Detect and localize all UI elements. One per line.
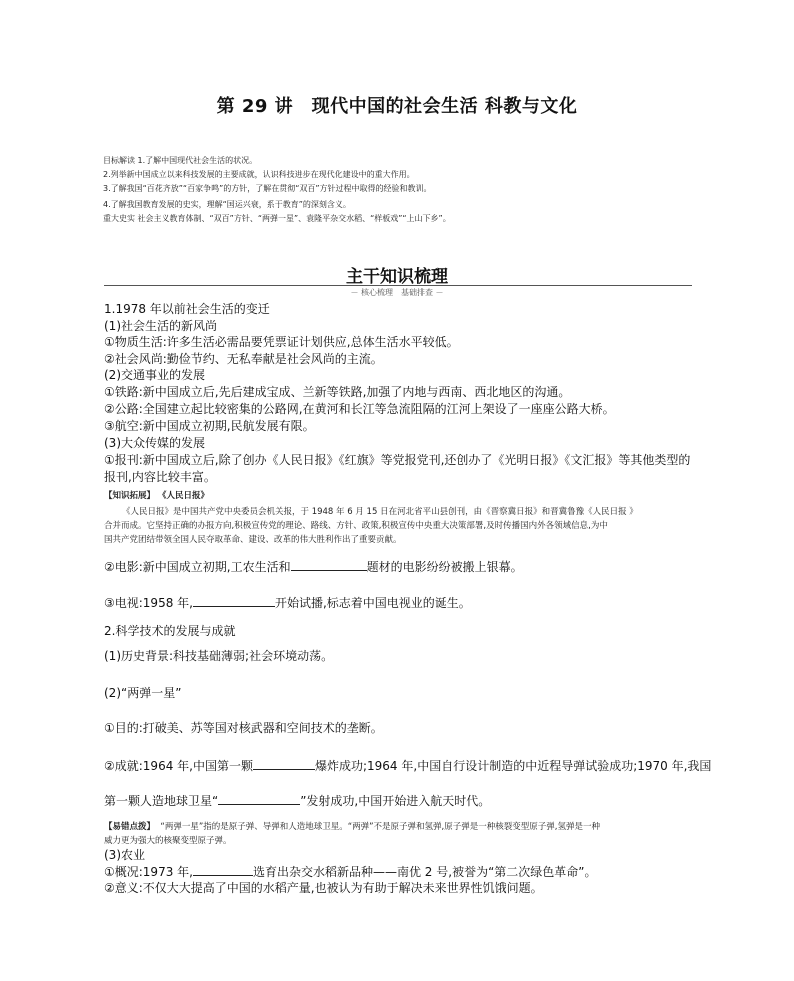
text-line: ②公路:全国建立起比较密集的公路网,在黄河和长江等急流阻隔的江河上架设了一座座公路大桥。 [104, 402, 615, 416]
text-segment: 题材的电影纷纷被搬上银幕。 [366, 560, 523, 574]
note-text: 威力更为强大的核聚变型原子弹。 [104, 836, 232, 846]
subheading-2-3: (3)农业 [104, 848, 145, 862]
section-divider [104, 285, 692, 286]
text-segment: 选育出杂交水稻新品种——南优 2 号,被誉为“第二次绿色革命”。 [252, 865, 597, 879]
section-title: 主干知识梳理 [346, 267, 448, 287]
text-line: ①报刊:新中国成立后,除了创办《人民日报》《红旗》等党报党刊,还创办了《光明日报》《文汇报》等其他类型的 [104, 453, 691, 467]
subheading-1-3: (3)大众传媒的发展 [104, 436, 205, 450]
text-line: ①物质生活:许多生活必需品要凭票证计划供应,总体生活水平较低。 [104, 335, 459, 349]
answer-blank[interactable] [291, 558, 367, 571]
heading-2: 2.科学技术的发展与成就 [104, 624, 236, 638]
text-segment: 开始试播,标志着中国电视业的诞生。 [274, 596, 471, 610]
text-segment: ”发射成功,中国开始进入航天时代。 [300, 794, 491, 808]
heading-1: 1.1978 年以前社会生活的变迁 [104, 302, 270, 316]
section-subtitle: － 核心梳理 基础排查 － [350, 288, 444, 297]
fill-in-line [104, 594, 471, 611]
text-line: ①铁路:新中国成立后,先后建成宝成、兰新等铁路,加强了内地与西南、西北地区的沟通。 [104, 385, 571, 399]
page-title: 第 29 讲 现代中国的社会生活 科教与文化 [216, 96, 578, 117]
goal-line-4: 4.了解我国教育发展的史实，理解“国运兴衰，系于教育”的深刻含义。 [103, 200, 351, 209]
text-segment: ②电影:新中国成立初期,工农生活和 [104, 560, 291, 574]
note-text: 国共产党团结带领全国人民夺取革命、建设、改革的伟大胜利作出了重要贡献。 [104, 535, 402, 545]
note-heading: 【易错点拨】 [104, 822, 156, 832]
text-line: (1)历史背景:科技基础薄弱;社会环境动荡。 [104, 649, 334, 663]
text-line: ①目的:打破美、苏等国对核武器和空间技术的垄断。 [104, 721, 383, 735]
note-line [104, 821, 600, 833]
goal-line-1: 目标解读 1.了解中国现代社会生活的状况。 [103, 156, 258, 165]
text-segment: ②成就:1964 年,中国第一颗 [104, 759, 253, 773]
note-text: “两弹一星”指的是原子弹、导弹和人造地球卫星。“两弹”不是原子弹和氢弹,原子弹是一种核裂变型原子弹,氢弹是一种 [160, 822, 600, 832]
note-heading: 【知识拓展】 《人民日报》 [104, 491, 209, 501]
answer-blank[interactable] [218, 792, 300, 805]
note-text: 《人民日报》是中国共产党中央委员会机关报，于 1948 年 6 月 15 日在河北省平山县创刊，由《晋察冀日报》和晋冀鲁豫《人民日报 》 [122, 507, 638, 517]
key-events-line: 重大史实 社会主义教育体制、“双百”方针、“两弹一星”、袁隆平杂交水稻、“样板戏”“上山下乡”。 [103, 214, 451, 223]
fill-in-line [104, 792, 490, 809]
goal-line-2: 2.列举新中国成立以来科技发展的主要成就，认识科技进步在现代化建设中的重大作用。 [103, 170, 415, 179]
text-line: ②意义:不仅大大提高了中国的水稻产量,也被认为有助于解决未来世界性饥饿问题。 [104, 881, 543, 895]
fill-in-line [104, 863, 597, 880]
fill-in-line [104, 757, 711, 774]
goal-line-3: 3.了解我国“百花齐放”“百家争鸣”的方针，了解在贯彻“双百”方针过程中取得的经验和教训。 [103, 184, 432, 193]
subheading-1-1: (1)社会生活的新风尚 [104, 319, 217, 333]
text-segment: 第一颗人造地球卫星“ [104, 794, 219, 808]
answer-blank[interactable] [193, 594, 275, 607]
note-text: 合并而成。它坚持正确的办报方向,积极宣传党的理论、路线、方针、政策,积极宣传中央重大决策部署,及时传播国内外各领域信息,为中 [104, 521, 608, 531]
text-line: ③航空:新中国成立初期,民航发展有限。 [104, 419, 315, 433]
answer-blank[interactable] [193, 863, 253, 876]
text-line: 报刊,内容比较丰富。 [104, 470, 216, 484]
text-segment: 爆炸成功;1964 年,中国自行设计制造的中近程导弹试验成功;1970 年,我国 [314, 759, 712, 773]
fill-in-line [104, 558, 523, 575]
answer-blank[interactable] [253, 757, 315, 770]
subheading-2-2: (2)“两弹一星” [104, 686, 182, 700]
text-line: ②社会风尚:勤俭节约、无私奉献是社会风尚的主流。 [104, 352, 383, 366]
text-segment: ①概况:1973 年, [104, 865, 193, 879]
text-segment: ③电视:1958 年, [104, 596, 193, 610]
subheading-1-2: (2)交通事业的发展 [104, 368, 205, 382]
